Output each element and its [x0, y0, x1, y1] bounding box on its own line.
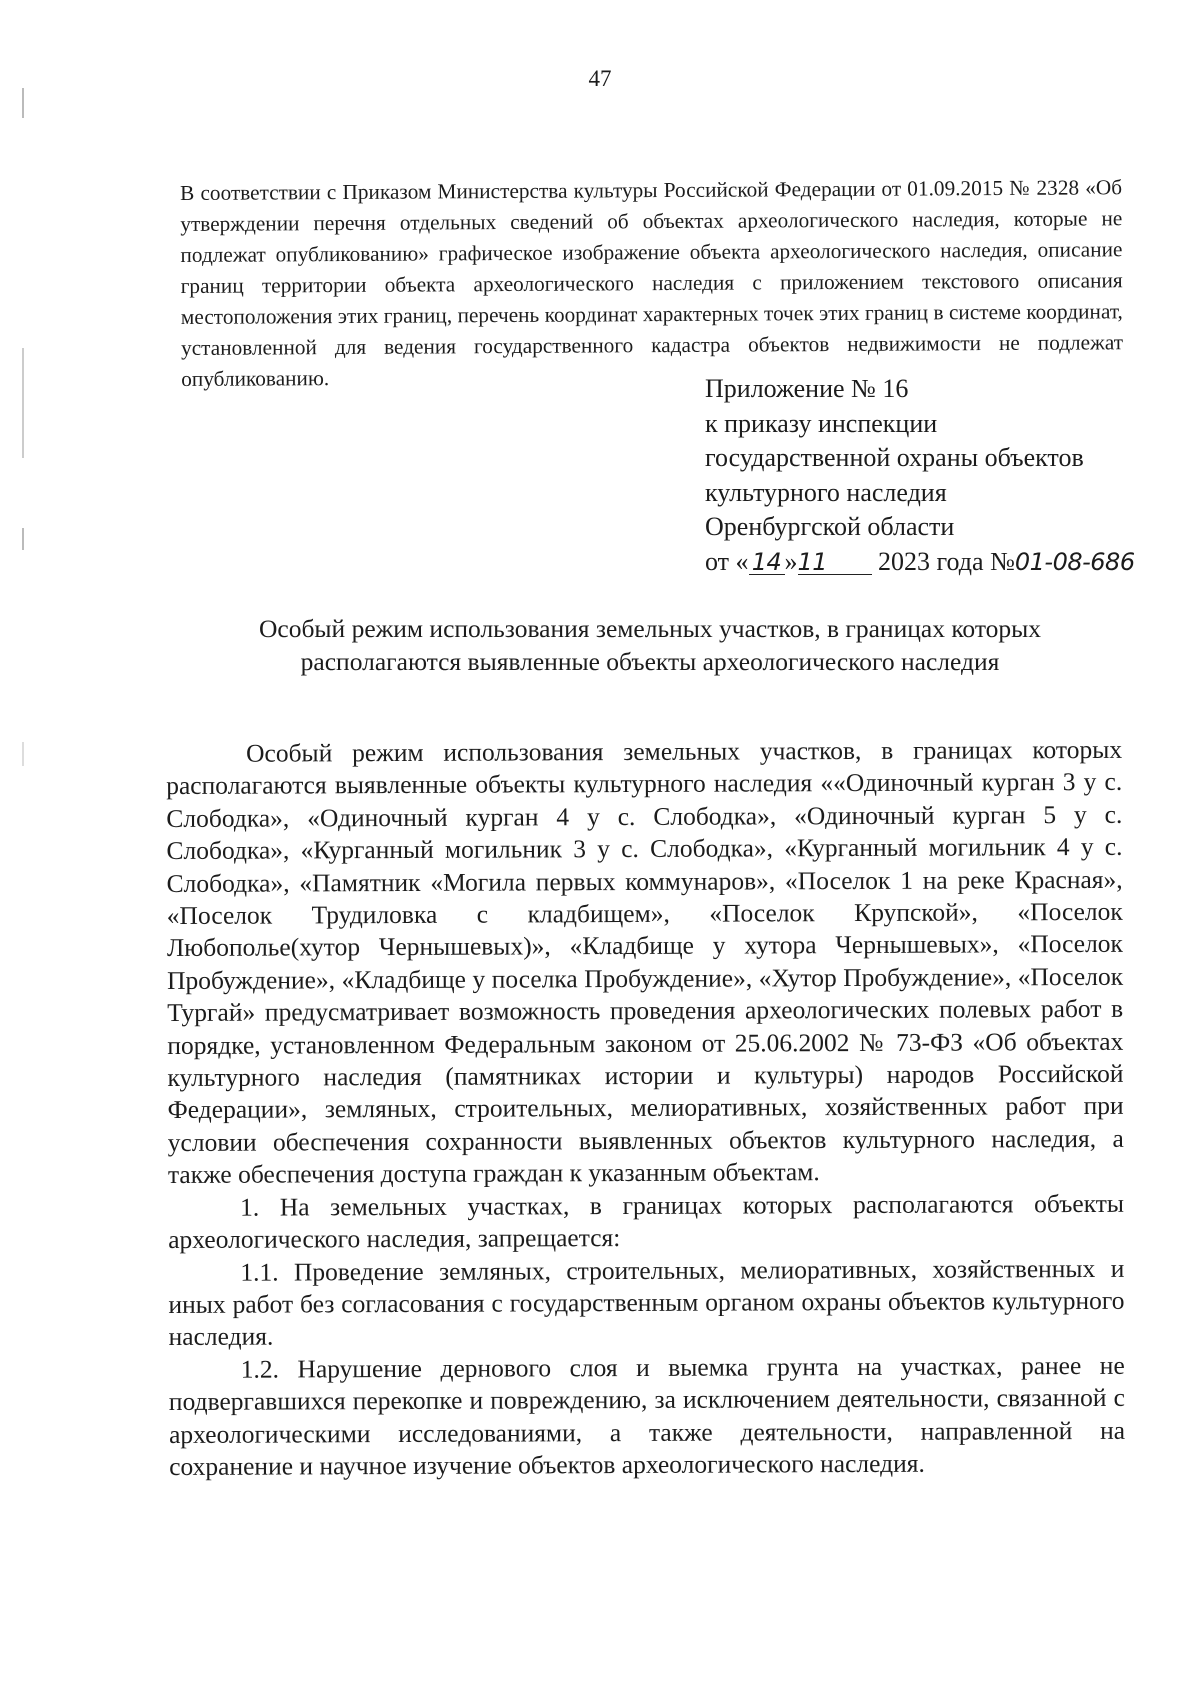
publication-notice: В соответствии с Приказом Министерства культуры Российской Федерации от 01.09.2015 № 2328 «Об утверждении перечня отдельных сведений об объектах археологического наследия, которые не подлежат опубликованию» графическое изображение объекта археологического наследия, описание границ территории объекта археологического наследия с приложением текстового описания местоположения этих границ, перечень координат характерных точек этих границ в системе координат, установленной для ведения государственного кадастра объектов недвижимости не подлежат опубликованию.	[180, 175, 1124, 391]
appendix-line: Оренбургской области	[705, 512, 955, 541]
handwritten-day: 14	[749, 550, 785, 575]
handwritten-order-number: 01-08-686	[1014, 547, 1135, 576]
scan-artifact	[22, 742, 24, 766]
appendix-line: культурного наследия	[705, 477, 947, 507]
date-prefix: от «	[705, 546, 749, 576]
paragraph: 1.1. Проведение земляных, строительных, мелиоративных, хозяйственных и иных работ без согласования с государственным органом охраны объектов культурного наследия.	[168, 1253, 1125, 1352]
heading-line: Особый режим использования земельных участков, в границах которых	[258, 614, 1042, 643]
year-text: 2023 года №	[871, 546, 1015, 576]
scan-artifact	[22, 88, 24, 118]
page-number: 47	[588, 66, 612, 91]
paragraph: 1. На земельных участках, в границах которых располагаются объекты археологического наследия, запрещается:	[168, 1188, 1125, 1255]
body-text	[166, 734, 1125, 1484]
date-separator: »	[784, 546, 798, 576]
paragraph: Особый режим использования земельных участков, в границах которых располагаются выявленные объекты культурного наследия ««Одиночный курган 3 у с. Слободка», «Одиночный курган 4 у с. Слободка», «Одиночный курган 5 у с. Слободка», «Курганный могильник 3 у с. Слободка», «Курганный могильник 4 у с. Слободка», «Памятник «Могила первых коммунаров», «Поселок 1 на реке Красная», «Поселок Трудиловка с кладбищем», «Поселок Крупской», «Поселок Любополье(хутор Чернышевых)», «Кладбище у хутора Чернышевых», «Поселок Пробуждение», «Кладбище у поселка Пробуждение», «Хутор Пробуждение», «Поселок Тургай» предусматривает возможность проведения археологических полевых работ в порядке, установленном Федеральным законом от 25.06.2002 № 73-ФЗ «Об объектах культурного наследия (памятниках истории и культуры) народов Российской Федерации», земляных, строительных, мелиоративных, хозяйственных работ при условии обеспечения сохранности выявленных объектов культурного наследия, а также обеспечения доступа граждан к указанным объектам.	[166, 734, 1124, 1190]
scan-artifact	[22, 348, 24, 458]
scan-artifact	[22, 528, 24, 550]
appendix-line: к приказу инспекции	[705, 408, 938, 438]
appendix-title: Приложение № 16	[705, 374, 909, 403]
appendix-block	[705, 372, 1175, 579]
paragraph: 1.2. Нарушение дернового слоя и выемка грунта на участках, ранее не подвергавшихся перекопке и повреждению, за исключением деятельности, связанной с археологическими исследованиями, а также деятельности, направленной на сохранение и научное изучение объектов археологического наследия.	[168, 1350, 1126, 1481]
heading-line: располагаются выявленные объекты археологического наследия	[300, 647, 1000, 676]
handwritten-month: 11	[798, 550, 872, 575]
section-heading	[170, 612, 1130, 678]
appendix-line: государственной охраны объектов	[705, 443, 1084, 472]
appendix-date-line	[705, 545, 1175, 580]
